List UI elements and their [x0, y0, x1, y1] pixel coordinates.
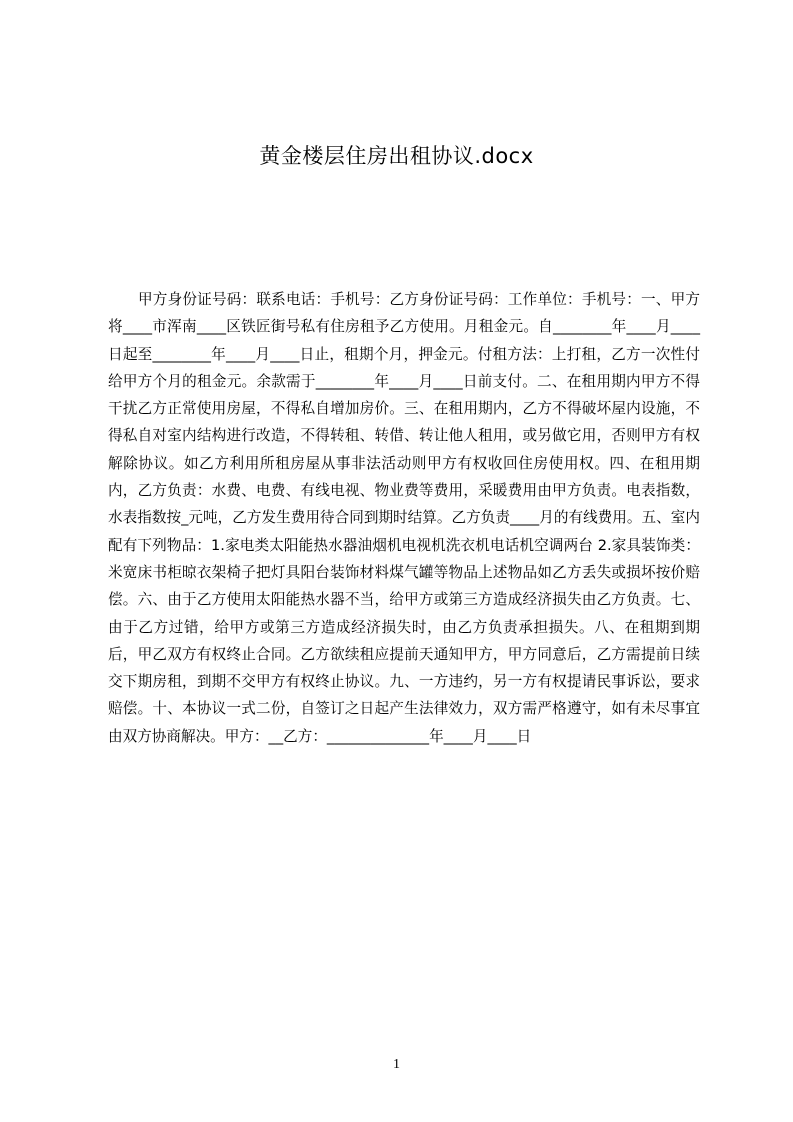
agreement-body-text: 甲方身份证号码：联系电话：手机号：乙方身份证号码：工作单位：手机号：一、甲方将____市浑南____区铁匠街号私有住房租予乙方使用。月租金元。自________年____月____日起至________年____月____日止，租期个月，押金元。付租方法：上打租，乙方一次性付给甲方个月的租金元。余款需于________年____月____日前支付。二、在租用期内甲方不得干扰乙方正常使用房屋，不得私自增加房价。三、在租用期内，乙方不得破坏屋内设施，不得私自对室内结构进行改造，不得转租、转借、转让他人租用，或另做它用，否则甲方有权解除协议。如乙方利用所租房屋从事非法活动则甲方有权收回住房使用权。四、在租用期内，乙方负责：水费、电费、有线电视、物业费等费用，采暖费用由甲方负责。电表指数，水表指数按_元吨，乙方发生费用待合同到期时结算。乙方负责____月的有线费用。五、室内配有下列物品：1.家电类太阳能热水器油烟机电视机洗衣机电话机空调两台 2.家具装饰类：米宽床书柜晾衣架椅子把灯具阳台装饰材料煤气罐等物品上述物品如乙方丢失或损坏按价赔偿。六、由于乙方使用太阳能热水器不当，给甲方或第三方造成经济损失由乙方负责。七、由于乙方过错，给甲方或第三方造成经济损失时，由乙方负责承担损失。八、在租期到期后，甲乙双方有权终止合同。乙方欲续租应提前天通知甲方，甲方同意后，乙方需提前日续交下期房租，到期不交甲方有权终止协议。九、一方违约，另一方有权提请民事诉讼，要求赔偿。十、本协议一式二份，自签订之日起产生法律效力，双方需严格遵守，如有未尽事宜由双方协商解决。甲方：__乙方：______________年____月____日 [108, 291, 700, 745]
document-title: 黄金楼层住房出租协议.docx [259, 144, 534, 168]
page-number: 1 [393, 1057, 400, 1072]
